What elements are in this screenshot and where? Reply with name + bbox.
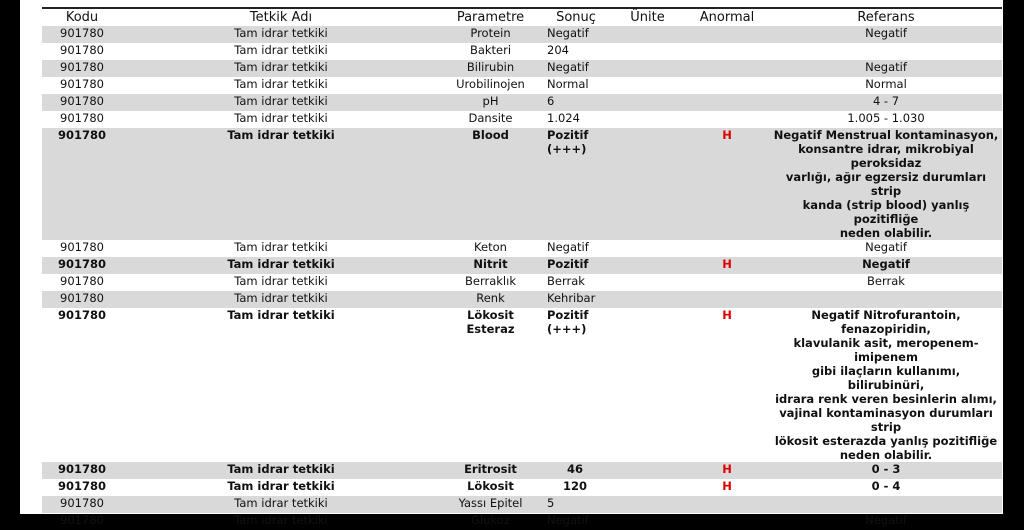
- row-result: Berrak: [547, 274, 585, 288]
- table-row: [42, 43, 1002, 60]
- row-code: 901780: [60, 513, 104, 527]
- row-parameter: Yassı Epitel: [440, 496, 541, 513]
- row-abnormal-flag: [684, 291, 770, 308]
- row-unit: [611, 60, 684, 77]
- table-row: [42, 240, 1002, 257]
- row-abnormal-flag: [684, 111, 770, 128]
- row-parameter: Protein: [440, 26, 541, 43]
- row-parameter: Berraklık: [465, 274, 516, 288]
- row-test-name: Tam idrar tetkiki: [227, 308, 335, 322]
- row-result: Pozitif (+++): [541, 128, 611, 240]
- row-abnormal-flag: H: [722, 479, 732, 493]
- row-code: 901780: [42, 291, 122, 308]
- report-page: [20, 0, 1003, 527]
- row-test-name: Tam idrar tetkiki: [227, 479, 335, 493]
- row-unit: [611, 496, 684, 513]
- row-reference: [770, 291, 1002, 308]
- row-unit: [611, 26, 684, 43]
- row-result: 5: [541, 496, 611, 513]
- row-test-name: Tam idrar tetkiki: [234, 274, 328, 288]
- row-code: 901780: [42, 128, 122, 240]
- row-reference: Negatif: [865, 513, 907, 527]
- row-abnormal-flag: [684, 26, 770, 43]
- row-reference: Negatif: [770, 60, 1002, 77]
- header-parameter: Parametre: [456, 10, 525, 25]
- table-row: [42, 77, 1002, 94]
- header-abnormal: Anormal: [699, 10, 755, 25]
- row-abnormal-flag: [684, 496, 770, 513]
- row-test-name: Tam idrar tetkiki: [234, 513, 328, 527]
- row-parameter: Dansite: [468, 111, 513, 125]
- row-unit: [611, 111, 684, 128]
- row-code: 901780: [60, 111, 104, 125]
- row-test-name: Tam idrar tetkiki: [122, 291, 440, 308]
- row-abnormal-flag: [684, 240, 770, 257]
- row-result: Normal: [547, 77, 589, 91]
- row-test-name: Tam idrar tetkiki: [122, 60, 440, 77]
- row-code: 901780: [60, 43, 104, 57]
- row-unit: [611, 513, 684, 530]
- row-unit: [611, 43, 684, 60]
- row-reference: Berrak: [867, 274, 905, 288]
- table-row: [42, 496, 1002, 513]
- row-code: 901780: [57, 479, 106, 493]
- row-code: 901780: [57, 308, 106, 322]
- header-unit: Ünite: [630, 10, 665, 25]
- header-result: Sonuç: [556, 10, 596, 25]
- row-reference: Negatif Nitrofurantoin, fenazopiridin, klavulanik asit, meropenem-imipenem gibi ilaçların kullanımı, bilirubinüri, idrara renk veren besinlerin alımı, vajinal kontaminasyon durumları strip lökosit esterazda yanlış pozitifliğe neden olabilir.: [774, 308, 998, 462]
- row-code: 901780: [42, 496, 122, 513]
- row-result: Negatif: [547, 240, 589, 254]
- table-row: [42, 513, 1002, 530]
- row-parameter: Urobilinojen: [456, 77, 525, 91]
- row-abnormal-flag: [684, 274, 770, 291]
- row-unit: [611, 291, 684, 308]
- table-row: [42, 257, 1002, 274]
- row-code: 901780: [60, 274, 104, 288]
- row-parameter: Glukoz: [471, 513, 510, 527]
- row-abnormal-flag: H: [684, 128, 770, 240]
- row-parameter: Lökosit: [467, 479, 514, 493]
- row-reference: Negatif: [770, 257, 1002, 274]
- row-reference: 1.005 - 1.030: [847, 111, 925, 125]
- row-unit: [611, 240, 684, 257]
- row-abnormal-flag: H: [684, 257, 770, 274]
- row-result: Pozitif (+++): [547, 308, 589, 336]
- row-result: Pozitif: [541, 257, 611, 274]
- row-code: 901780: [42, 26, 122, 43]
- row-result: Negatif: [547, 513, 589, 527]
- row-code: 901780: [60, 77, 104, 91]
- row-result: 204: [547, 43, 569, 57]
- row-result: Negatif: [541, 60, 611, 77]
- table-header-row: [42, 9, 1002, 26]
- row-parameter: Bakteri: [469, 43, 512, 57]
- row-reference: 4 - 7: [770, 94, 1002, 111]
- row-code: 901780: [42, 257, 122, 274]
- row-result: 46: [541, 462, 611, 479]
- row-reference: Normal: [865, 77, 907, 91]
- row-code: 901780: [42, 462, 122, 479]
- row-test-name: Tam idrar tetkiki: [122, 94, 440, 111]
- table-row: [42, 128, 1002, 240]
- table-row: [42, 111, 1002, 128]
- row-abnormal-flag: [684, 513, 770, 530]
- lab-results-table: [42, 9, 1002, 530]
- row-result: Kehribar: [541, 291, 611, 308]
- row-parameter: Eritrosit: [440, 462, 541, 479]
- row-abnormal-flag: [684, 43, 770, 60]
- row-code: 901780: [42, 60, 122, 77]
- row-test-name: Tam idrar tetkiki: [122, 128, 440, 240]
- row-result: Negatif: [541, 26, 611, 43]
- row-unit: [611, 77, 684, 94]
- row-code: 901780: [42, 94, 122, 111]
- header-reference: Referans: [857, 10, 915, 25]
- row-parameter: Nitrit: [440, 257, 541, 274]
- row-unit: [611, 308, 684, 462]
- row-test-name: Tam idrar tetkiki: [234, 111, 328, 125]
- row-unit: [611, 274, 684, 291]
- row-test-name: Tam idrar tetkiki: [122, 496, 440, 513]
- header-code: Kodu: [65, 10, 99, 25]
- row-reference: [770, 496, 1002, 513]
- row-abnormal-flag: [684, 77, 770, 94]
- row-unit: [611, 479, 684, 496]
- row-parameter: Blood: [440, 128, 541, 240]
- table-row: [42, 308, 1002, 462]
- row-parameter: Keton: [474, 240, 507, 254]
- row-abnormal-flag: H: [684, 462, 770, 479]
- row-parameter: Bilirubin: [440, 60, 541, 77]
- row-reference: Negatif Menstrual kontaminasyon, konsantre idrar, mikrobiyal peroksidaz varlığı, ağır egzersiz durumları strip kanda (strip blood) yanlış pozitifliğe neden olabilir.: [770, 128, 1002, 240]
- row-reference: Negatif: [770, 26, 1002, 43]
- row-abnormal-flag: [684, 60, 770, 77]
- row-result: 1.024: [547, 111, 580, 125]
- row-parameter: pH: [440, 94, 541, 111]
- header-test-name: Tetkik Adı: [249, 10, 313, 25]
- row-unit: [611, 257, 684, 274]
- table-row: [42, 60, 1002, 77]
- table-row: [42, 26, 1002, 43]
- table-row: [42, 274, 1002, 291]
- row-unit: [611, 128, 684, 240]
- row-abnormal-flag: [684, 94, 770, 111]
- row-reference: 0 - 3: [770, 462, 1002, 479]
- row-result: 120: [562, 479, 587, 493]
- row-reference: 0 - 4: [871, 479, 901, 493]
- row-result: 6: [541, 94, 611, 111]
- row-reference: Negatif: [865, 240, 907, 254]
- row-test-name: Tam idrar tetkiki: [234, 77, 328, 91]
- row-test-name: Tam idrar tetkiki: [234, 43, 328, 57]
- row-test-name: Tam idrar tetkiki: [122, 462, 440, 479]
- table-row: [42, 291, 1002, 308]
- row-test-name: Tam idrar tetkiki: [122, 26, 440, 43]
- row-unit: [611, 94, 684, 111]
- row-test-name: Tam idrar tetkiki: [234, 240, 328, 254]
- row-unit: [611, 462, 684, 479]
- row-code: 901780: [60, 240, 104, 254]
- table-row: [42, 479, 1002, 496]
- table-row: [42, 94, 1002, 111]
- table-row: [42, 462, 1002, 479]
- row-reference: [770, 43, 1002, 60]
- row-abnormal-flag: H: [722, 308, 732, 322]
- row-test-name: Tam idrar tetkiki: [122, 257, 440, 274]
- row-parameter: Lökosit Esteraz: [466, 308, 515, 336]
- row-parameter: Renk: [440, 291, 541, 308]
